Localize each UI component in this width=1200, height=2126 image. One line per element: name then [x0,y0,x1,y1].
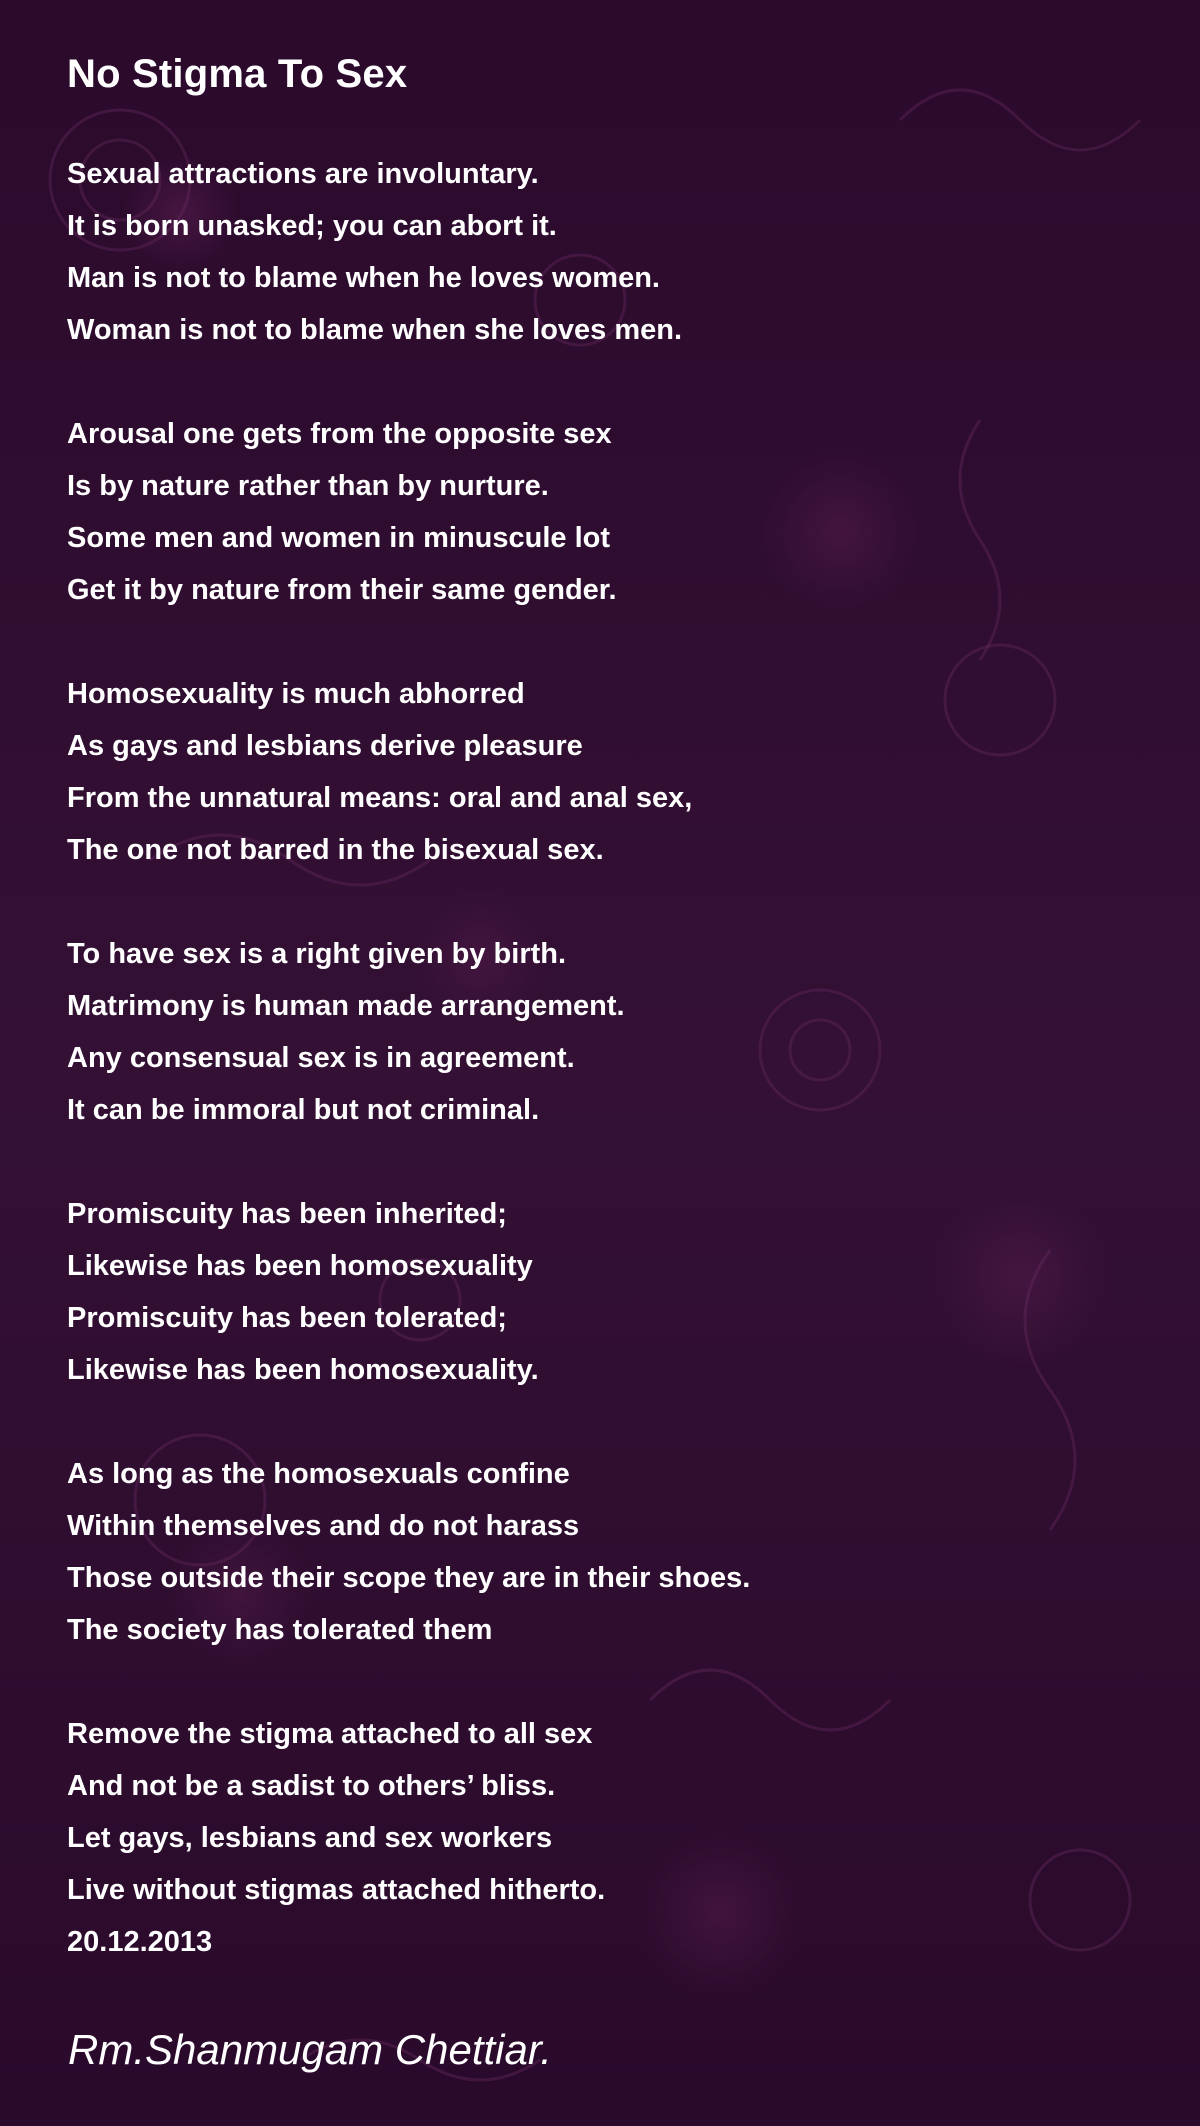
poem-line: Some men and women in minuscule lot [67,522,611,554]
poem-date: 20.12.2013 [67,1926,213,1958]
poem-line: And not be a sadist to others’ bliss. [67,1770,556,1802]
poem-line: It can be immoral but not criminal. [67,1094,540,1126]
poem-line: Those outside their scope they are in their shoes. [67,1562,751,1594]
poem-line: Likewise has been homosexuality. [67,1354,539,1386]
stanza [67,1188,1147,1396]
poem-line: Live without stigmas attached hitherto. [67,1874,606,1906]
poem-line: Remove the stigma attached to all sex [67,1718,593,1750]
poem-line: Within themselves and do not harass [67,1510,580,1542]
poem-line: Matrimony is human made arrangement. [67,990,625,1022]
stanza [67,1708,1147,1968]
poem-line: Promiscuity has been tolerated; [67,1302,507,1334]
poem-line: As gays and lesbians derive pleasure [67,730,583,762]
stanza [67,928,1147,1136]
poem-line: As long as the homosexuals confine [67,1458,570,1490]
poem [67,50,1147,1968]
poem-line: Woman is not to blame when she loves men. [67,314,683,346]
poem-line: Get it by nature from their same gender. [67,574,617,606]
poem-line: The society has tolerated them [67,1614,493,1646]
poem-line: Arousal one gets from the opposite sex [67,418,612,450]
stanza [67,668,1147,876]
stanza [67,1448,1147,1656]
poem-line: Man is not to blame when he loves women. [67,262,660,294]
poem-body [67,148,1147,1968]
poem-line: From the unnatural means: oral and anal sex, [67,782,693,814]
stanza [67,148,1147,356]
poem-line: Let gays, lesbians and sex workers [67,1822,553,1854]
poem-line: Sexual attractions are involuntary. [67,158,539,190]
poem-title: No Stigma To Sex [67,52,408,96]
poem-line: Any consensual sex is in agreement. [67,1042,575,1074]
poem-author: Rm.Shanmugam Chettiar. [68,2026,552,2073]
poem-line: It is born unasked; you can abort it. [67,210,557,242]
poem-line: Is by nature rather than by nurture. [67,470,549,502]
poem-line: The one not barred in the bisexual sex. [67,834,604,866]
poem-line: To have sex is a right given by birth. [67,938,567,970]
poem-line: Promiscuity has been inherited; [67,1198,507,1230]
poem-line: Likewise has been homosexuality [67,1250,533,1282]
stanza [67,408,1147,616]
poem-line: Homosexuality is much abhorred [67,678,525,710]
